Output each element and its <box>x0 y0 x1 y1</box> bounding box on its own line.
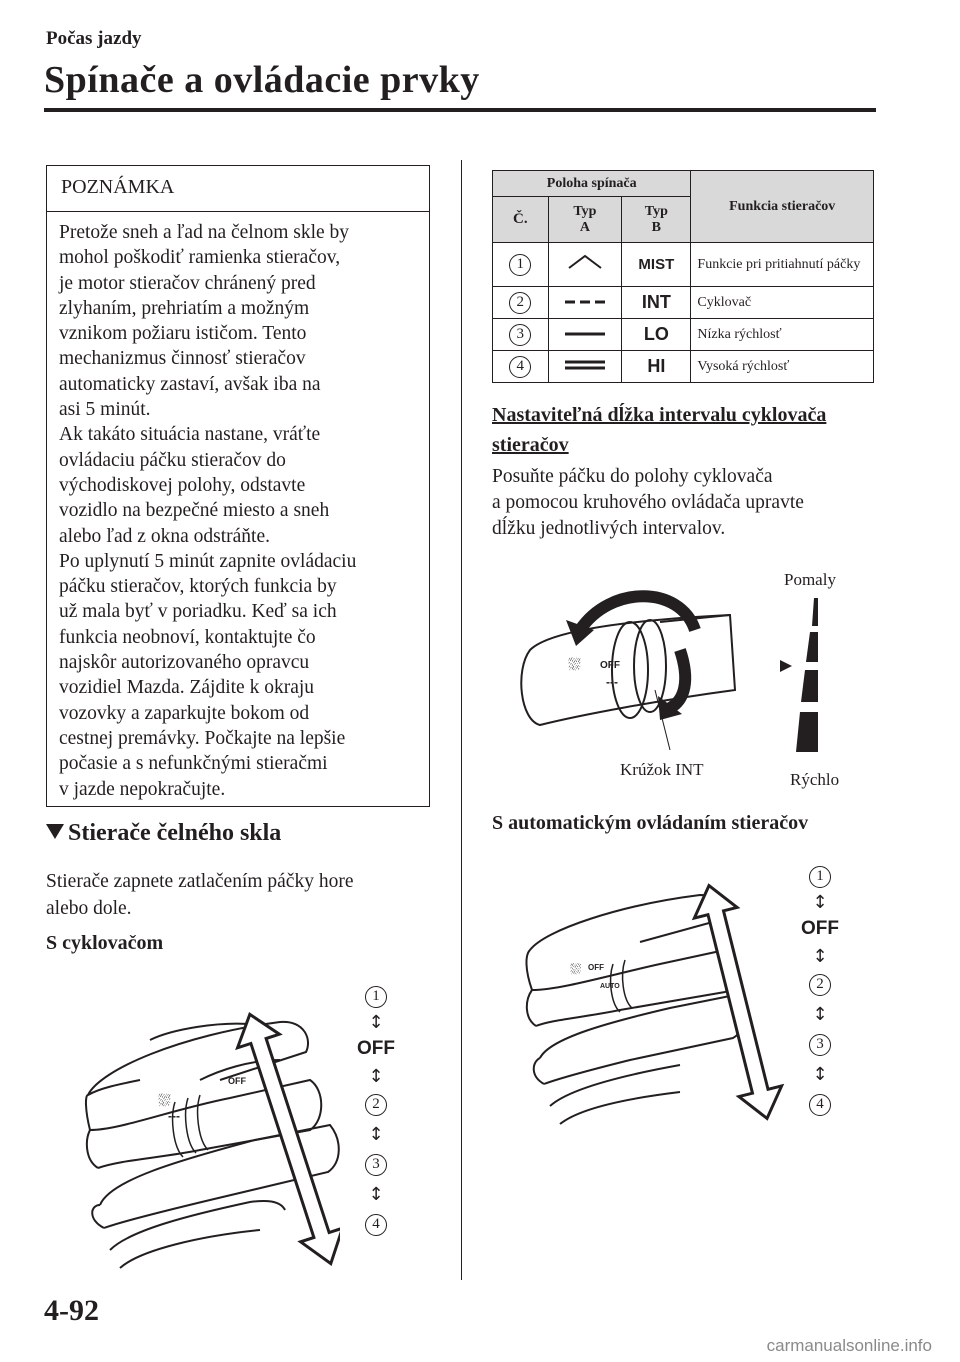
up-down-arrow-icon: ↕ <box>812 1004 828 1025</box>
up-down-arrow-icon: ↕ <box>812 1064 828 1085</box>
note-box <box>46 165 430 807</box>
function-cell: Nízka rýchlosť <box>691 319 874 351</box>
intro-text: Stierače zapnete zatlačením páčky hore alebo dole. <box>46 871 354 919</box>
function-cell: Cyklovač <box>691 287 874 319</box>
triangle-bullet-icon <box>46 824 64 839</box>
header-wiper-function: Funkcia stieračov <box>691 171 874 243</box>
switch-position-table <box>492 170 874 383</box>
interval-heading: Nastaviteľná dĺžka intervalu cyklovača stieračov <box>492 404 827 456</box>
title-rule <box>44 108 876 112</box>
position-3-marker: 3 <box>509 324 531 346</box>
function-cell: Vysoká rýchlosť <box>691 351 874 383</box>
up-down-arrow-icon: ↕ <box>368 1184 384 1205</box>
lever-illustration-int <box>80 1000 340 1270</box>
up-down-arrow-icon: ↕ <box>368 1124 384 1145</box>
note-body: Pretože sneh a ľad na čelnom skle by mohol poškodiť ramienka stieračov, je motor stieračov chránený pred zlyhaním, prehriatím a možným vznikom požiaru ističom. Tento mechanizmus činnosť stieračov automaticky zastaví, avšak iba na asi 5 minút. Ak takáto situácia nastane, vráťte ovládaciu páčku stieračov do východiskovej polohy, odstavte vozidlo na bezpečné miesto a sneh alebo ľad z okna odstráňte. Po uplynutí 5 minút zapnite ovládaciu páčku stieračov, ktorých funkcia by už mala byť v poriadku. Keď sa ich funkcia neobnoví, kontaktujte čo najskôr autorizovaného opravcu vozidiel Mazda. Zájdite k okraju vozovky a zaparkujte bokom od cestnej premávky. Počkajte na lepšie počasie a s nefunkčnými stieračmi v jazde nepokračujte. <box>59 222 357 800</box>
lever-illustration-auto <box>520 880 790 1130</box>
with-intermittent-heading: S cyklovačom <box>46 932 164 954</box>
header-switch-position: Poloha spínača <box>493 171 691 197</box>
position-off-label: OFF <box>801 918 839 939</box>
auto-wiper-heading: S automatickým ovládaním stieračov <box>492 812 809 834</box>
position-2-marker: 2 <box>365 1094 387 1116</box>
table-row <box>493 287 874 319</box>
position-sequence-right <box>796 866 844 1116</box>
washer-icon: ⛆ <box>158 1091 171 1110</box>
slow-label: Pomaly <box>784 570 836 589</box>
hi-label: HI <box>647 356 666 376</box>
page-number: 4-92 <box>44 1294 99 1327</box>
interval-text: Posuňte páčku do polohy cyklovača a pomocou kruhového ovládača upravte dĺžku jednotlivých intervalov. <box>492 466 804 539</box>
page-title: Spínače a ovládacie prvky <box>44 59 480 101</box>
mist-label: MIST <box>638 255 675 273</box>
up-down-arrow-icon: ↕ <box>812 892 828 913</box>
washer-icon: ⛆ <box>570 962 582 978</box>
lever-off-mark: OFF <box>228 1076 246 1086</box>
int-ring-illustration <box>510 590 770 770</box>
column-divider <box>461 160 462 1280</box>
lo-label: LO <box>643 324 669 344</box>
washer-icon: ⛆ <box>568 655 581 674</box>
dial-off-mark: OFF <box>600 660 620 671</box>
position-4-marker: 4 <box>509 356 531 378</box>
position-2-marker: 2 <box>809 974 831 996</box>
footer-watermark: carmanualsonline.info <box>766 1336 932 1355</box>
windshield-wipers-heading <box>46 820 281 847</box>
up-down-arrow-icon: ↕ <box>812 946 828 967</box>
auto-mark: AUTO <box>600 983 620 990</box>
int-dashes-icon <box>563 297 607 307</box>
position-1-marker: 1 <box>509 254 531 276</box>
hi-double-line-icon <box>563 359 607 371</box>
position-2-marker: 2 <box>509 292 531 314</box>
position-1-marker: 1 <box>365 986 387 1008</box>
section-heading-text: Stierače čelného skla <box>68 820 282 846</box>
position-4-marker: 4 <box>365 1214 387 1236</box>
table-row <box>493 319 874 351</box>
position-3-marker: 3 <box>809 1034 831 1056</box>
int-label: INT <box>641 292 671 312</box>
position-sequence-left <box>352 986 400 1236</box>
header-type-a: Typ A <box>548 197 622 243</box>
position-1-marker: 1 <box>809 866 831 888</box>
section-label: Počas jazdy <box>46 28 142 49</box>
note-heading: POZNÁMKA <box>47 166 429 212</box>
position-4-marker: 4 <box>809 1094 831 1116</box>
speed-scale-icon <box>778 598 830 754</box>
position-3-marker: 3 <box>365 1154 387 1176</box>
lever-int-mark: --- <box>168 1109 180 1123</box>
table-row <box>493 243 874 287</box>
up-down-arrow-icon: ↕ <box>368 1066 384 1087</box>
pointer-arrow-icon <box>780 660 792 672</box>
up-down-arrow-icon: ↕ <box>368 1012 384 1033</box>
position-off-label: OFF <box>357 1038 395 1059</box>
table-row <box>493 351 874 383</box>
header-number: Č. <box>493 197 549 243</box>
auto-lever-off-mark: OFF <box>588 963 604 972</box>
dial-int-mark: --- <box>606 675 618 689</box>
header-type-b: Typ B <box>622 197 691 243</box>
ring-caption: Krúžok INT <box>620 760 704 779</box>
mist-chevron-icon <box>563 252 607 272</box>
function-cell: Funkcie pri pritiahnutí páčky <box>691 243 874 287</box>
fast-label: Rýchlo <box>790 770 840 789</box>
lo-line-icon <box>563 329 607 339</box>
